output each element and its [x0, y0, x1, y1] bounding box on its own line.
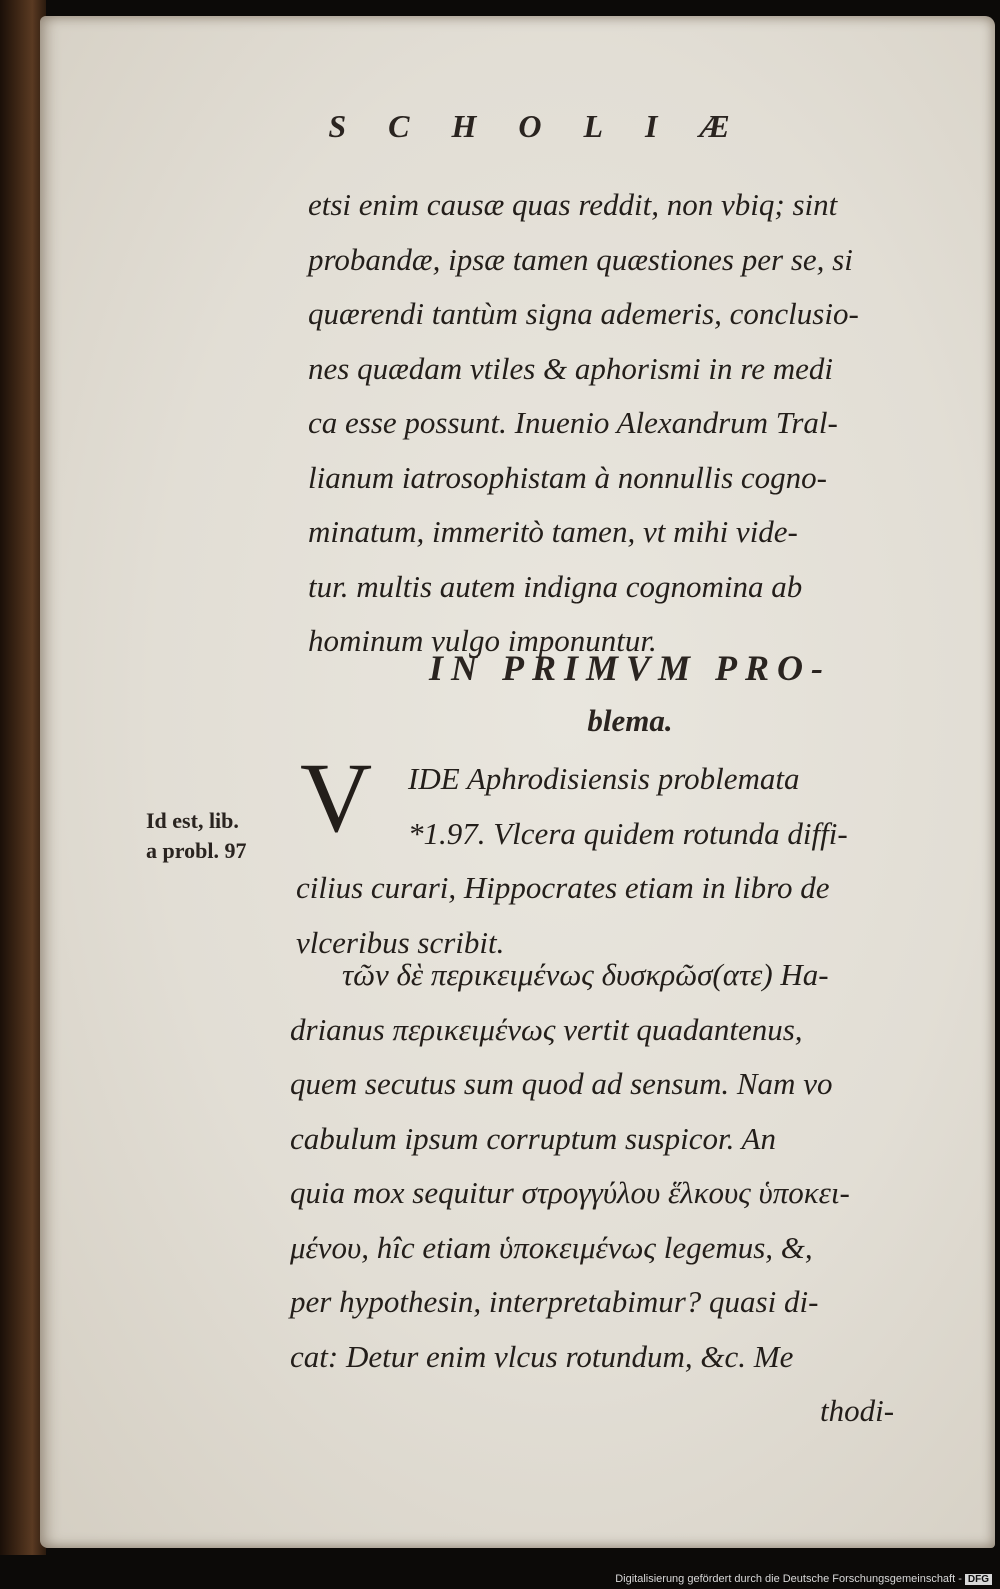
paragraph-1 — [308, 178, 968, 669]
text-line: quem secutus sum quod ad sensum. Nam vo — [290, 1066, 833, 1101]
heading-line-1: IN PRIMVM PRO- — [428, 648, 832, 688]
text-line: per hypothesin, interpretabimur? quasi di- — [290, 1284, 819, 1319]
text-line: tur. multis autem indigna cognomina ab — [308, 568, 803, 604]
text-line: drianus περικειμένως vertit quadantenus, — [290, 1011, 803, 1047]
marginal-note — [146, 806, 246, 866]
dfg-logo: DFG — [965, 1574, 992, 1585]
text-line: quia mox sequitur στρογγύλου ἕλκους ὑποκει- — [290, 1175, 850, 1210]
text-line: cilius curari, Hippocrates etiam in libro de — [296, 870, 830, 905]
text-line: τῶν δὲ περικειμένως δυσκρῶσ(ατε) Ha- — [342, 957, 829, 992]
text-line: probandæ, ipsæ tamen quæstiones per se, si — [308, 241, 853, 277]
digitization-credit — [615, 1573, 992, 1585]
text-line: ca esse possunt. Inuenio Alexandrum Tral- — [308, 405, 838, 440]
marginal-line: a probl. 97 — [146, 838, 247, 863]
text-line: vlceribus scribit. — [296, 924, 505, 960]
text-line: etsi enim causæ quas reddit, non vbiq; sint — [308, 187, 838, 222]
marginal-line: Id est, lib. — [146, 808, 239, 833]
text-line: lianum iatrosophistam à nonnullis cogno- — [308, 459, 827, 495]
paragraph-2 — [296, 752, 968, 970]
text-line: nes quædam vtiles & aphorismi in re medi — [308, 350, 833, 386]
heading-line-2: blema. — [587, 703, 673, 738]
catchword: thodi- — [820, 1393, 895, 1428]
running-head: SCHOLIÆ — [328, 108, 772, 144]
text-line: quærendi tantùm signa ademeris, conclusio- — [308, 296, 859, 331]
text-line: cat: Detur enim vlcus rotundum, &c. Me — [290, 1338, 794, 1374]
text-line: μένου, hîc etiam ὑποκειμένως legemus, &, — [290, 1229, 813, 1265]
text-line: cabulum ipsum corruptum suspicor. An — [290, 1120, 776, 1156]
paragraph-3 — [290, 948, 970, 1439]
text-line: minatum, immeritò tamen, vt mihi vide- — [308, 514, 798, 549]
section-heading — [300, 640, 960, 746]
text-line: IDE Aphrodisiensis problemata — [408, 761, 800, 796]
drop-capital: V — [300, 742, 373, 853]
text-line: *1.97. Vlcera quidem rotunda diffi- — [408, 815, 848, 851]
text-line: hominum vulgo imponuntur. — [308, 623, 657, 658]
credit-text: Digitalisierung gefördert durch die Deutsche Forschungsgemeinschaft - — [615, 1573, 962, 1585]
